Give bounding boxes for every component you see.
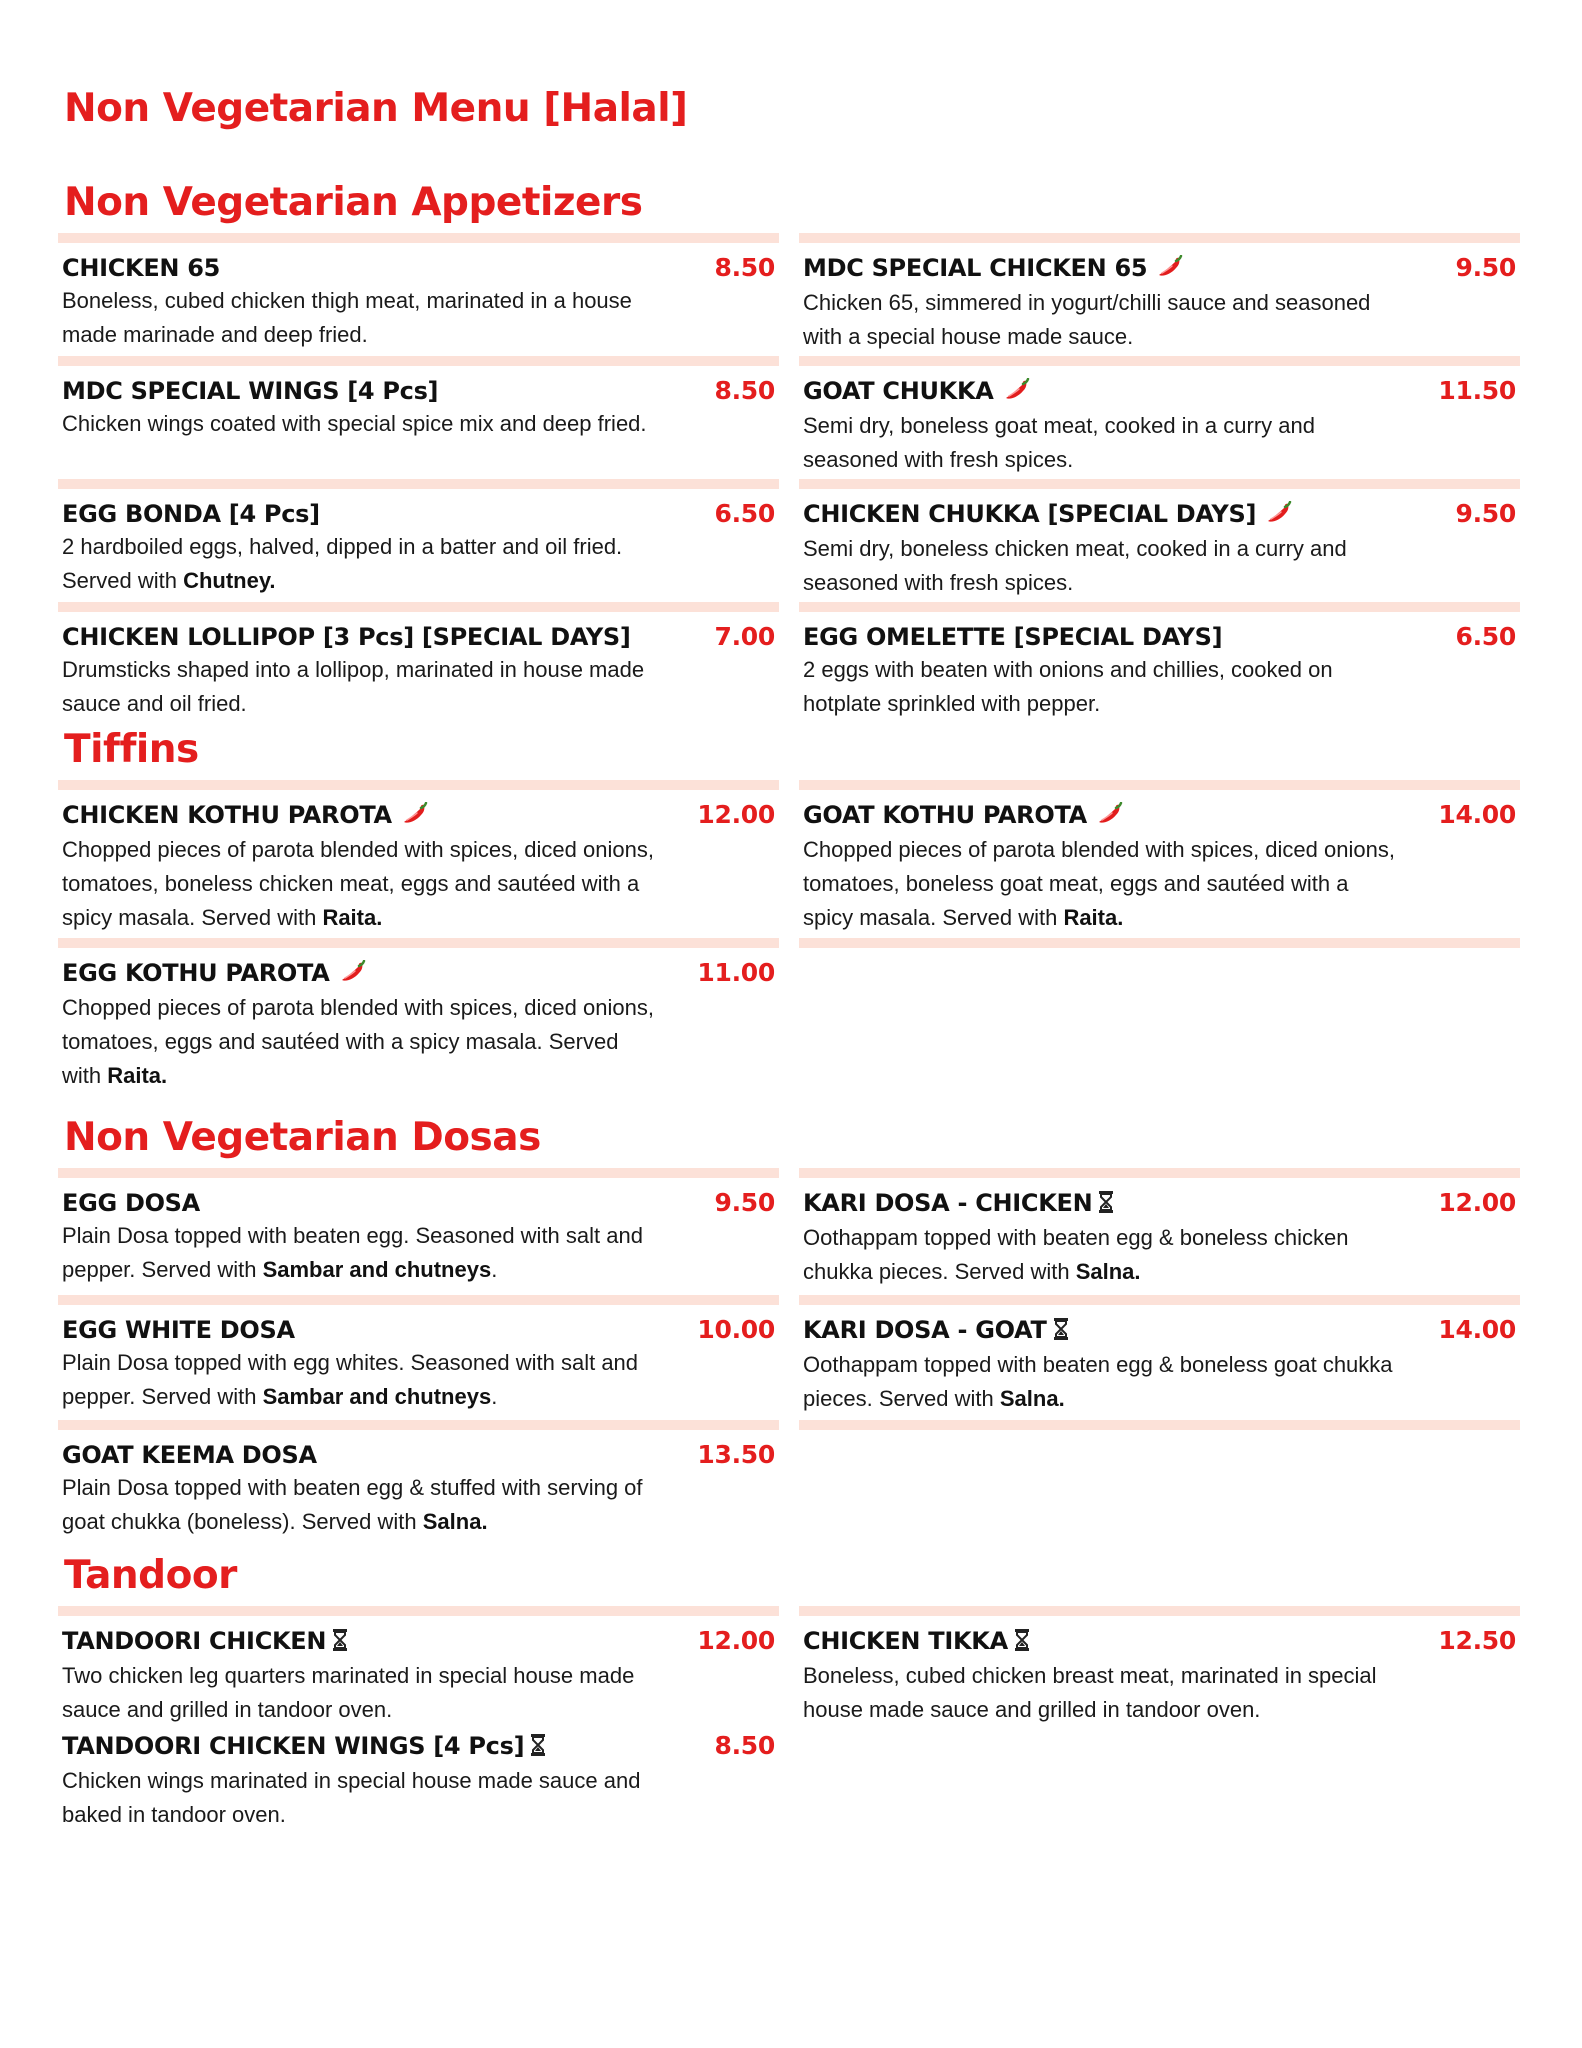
description-text: Chicken wings marinated in special house made sauce and baked in tandoor oven. [62,1768,641,1827]
description-text: Chopped pieces of parota blended with spices, diced onions, tomatoes, boneless goat meat, eggs and sautéed with a spicy masala. Served with [803,837,1395,930]
menu-item-name: MDC SPECIAL WINGS [4 Pcs] [62,377,439,405]
menu-item-header [62,800,775,831]
menu-item-tandoori-chicken [58,1616,779,1721]
divider-bar [799,1168,1520,1178]
description-text: Chicken 65, simmered in yogurt/chilli sauce and seasoned with a special house made sauce. [803,290,1371,349]
menu-item-price: 12.00 [697,1626,775,1655]
menu-item-header [803,800,1516,831]
menu-item-egg-kothu-parota [58,948,779,1088]
menu-item-name: EGG BONDA [4 Pcs] [62,500,320,528]
menu-item-goat-chukka [799,366,1520,479]
description-text: . [491,1384,498,1409]
menu-item-header [62,1626,775,1657]
description-text: Boneless, cubed chicken breast meat, marinated in special house made sauce and grilled in tandoor oven. [803,1663,1377,1722]
menu-item-name: CHICKEN TIKKA [803,1627,1008,1655]
menu-item-name: CHICKEN 65 [62,254,221,282]
menu-item-description [803,532,1403,600]
description-text: Drumsticks shaped into a lollipop, marinated in house made sauce and oil fried. [62,657,645,716]
menu-item-mdc-special-wings-4-pcs [58,366,779,479]
menu-item-header [62,1731,775,1762]
menu-item-price: 9.50 [1455,253,1516,282]
appetizers-left-column [58,233,779,715]
hourglass-icon [1098,1190,1114,1219]
menu-item-tandoori-chicken-wings-4-pcs [58,1721,779,1831]
divider-bar [58,1295,779,1305]
menu-item-price: 9.50 [714,1188,775,1217]
divider-bar [58,1420,779,1430]
menu-item-description [62,653,662,721]
menu-item-description [62,1346,662,1414]
menu-item-name: EGG DOSA [62,1189,200,1217]
description-text: 2 eggs with beaten with onions and chillies, cooked on hotplate sprinkled with pepper. [803,657,1333,716]
menu-item-description [62,1219,662,1287]
menu-item-description [803,1348,1403,1416]
served-with-highlight: Sambar and chutneys [262,1384,492,1409]
menu-item-title [62,1189,200,1217]
menu-item-price: 14.00 [1438,800,1516,829]
menu-item-title [62,500,320,528]
served-with-highlight: Salna. [1075,1259,1141,1284]
menu-item-price: 6.50 [1455,622,1516,651]
dosas-right-column [799,1168,1520,1430]
section-title-dosas: Non Vegetarian Dosas [64,1115,541,1160]
chili-icon [1004,378,1030,407]
menu-item-price: 13.50 [697,1440,775,1469]
menu-item-title [803,1189,1114,1219]
menu-item-chicken-65 [58,243,779,356]
menu-item-chicken-kothu-parota [58,790,779,938]
divider-bar [799,1295,1520,1305]
menu-item-name: GOAT KEEMA DOSA [62,1441,317,1469]
description-text: 2 hardboiled eggs, halved, dipped in a batter and oil fried. Served with [62,534,623,593]
menu-item-header [803,253,1516,284]
menu-item-chicken-tikka [799,1616,1520,1721]
menu-item-header [62,1315,775,1344]
hourglass-icon [332,1628,348,1657]
menu-item-title [803,1316,1069,1346]
description-text: Chicken wings coated with special spice mix and deep fried. [62,411,647,436]
divider-bar [799,479,1520,489]
menu-item-price: 12.00 [1438,1188,1516,1217]
section-title-tandoor: Tandoor [64,1553,237,1598]
description-text: Semi dry, boneless goat meat, cooked in a curry and seasoned with fresh spices. [803,413,1315,472]
menu-item-title [62,1627,348,1657]
menu-item-egg-bonda-4-pcs [58,489,779,602]
chili-icon [402,802,428,831]
menu-item-description [803,1659,1403,1727]
menu-item-name: KARI DOSA - GOAT [803,1316,1047,1344]
menu-item-header [62,1440,775,1469]
menu-item-price: 14.00 [1438,1315,1516,1344]
divider-bar [799,356,1520,366]
served-with-highlight: Raita. [107,1063,168,1088]
menu-item-title [62,1316,295,1344]
menu-item-price: 8.50 [714,376,775,405]
menu-item-header [62,958,775,989]
tandoor-right-column [799,1606,1520,1721]
divider-bar [58,1168,779,1178]
menu-item-price: 12.50 [1438,1626,1516,1655]
menu-item-name: EGG WHITE DOSA [62,1316,295,1344]
menu-item-description [803,833,1403,935]
menu-item-header [62,253,775,282]
menu-item-kari-dosa-goat [799,1305,1520,1420]
menu-item-description [803,286,1403,354]
divider-bar [799,938,1520,948]
menu-item-goat-kothu-parota [799,790,1520,938]
menu-item-name: TANDOORI CHICKEN [62,1627,327,1655]
menu-item-chicken-chukka-special-days [799,489,1520,602]
menu-item-price: 7.00 [714,622,775,651]
menu-item-description [62,1659,662,1727]
menu-item-description [803,409,1403,477]
menu-item-description [62,284,662,352]
menu-item-name: GOAT KOTHU PAROTA [803,801,1087,829]
menu-item-name: GOAT CHUKKA [803,377,994,405]
menu-item-name: EGG KOTHU PAROTA [62,959,330,987]
menu-item-header [62,499,775,528]
menu-item-header [803,499,1516,530]
menu-item-description [62,991,662,1093]
menu-item-price: 8.50 [714,1731,775,1760]
menu-item-name: CHICKEN LOLLIPOP [3 Pcs] [SPECIAL DAYS] [62,623,631,651]
menu-item-title [803,500,1292,530]
divider-bar [799,233,1520,243]
menu-item-header [62,622,775,651]
dosas-left-column [58,1168,779,1543]
menu-item-title [803,254,1183,284]
page-title: Non Vegetarian Menu [Halal] [64,86,688,131]
description-text: Chopped pieces of parota blended with spices, diced onions, tomatoes, boneless chicken meat, eggs and sautéed with a spicy masala. Served with [62,837,654,930]
menu-item-price: 11.00 [697,958,775,987]
menu-item-title [803,1627,1030,1657]
menu-item-title [803,377,1030,407]
appetizers-right-column [799,233,1520,715]
chili-icon [1266,501,1292,530]
menu-item-price: 11.50 [1438,376,1516,405]
menu-item-name: EGG OMELETTE [SPECIAL DAYS] [803,623,1223,651]
menu-item-description [62,407,662,441]
menu-item-description [62,1471,662,1539]
description-text: Oothappam topped with beaten egg & boneless chicken chukka pieces. Served with [803,1225,1349,1284]
menu-item-header [62,376,775,405]
menu-item-kari-dosa-chicken [799,1178,1520,1295]
description-text: Two chicken leg quarters marinated in special house made sauce and grilled in tandoor oven. [62,1663,635,1722]
menu-item-title [62,1441,317,1469]
description-text: . [491,1257,498,1282]
served-with-highlight: Salna. [422,1509,488,1534]
menu-item-title [62,1732,546,1762]
menu-item-price: 8.50 [714,253,775,282]
tiffins-right-column [799,780,1520,948]
menu-item-header [803,1188,1516,1219]
menu-item-header [62,1188,775,1217]
section-title-appetizers: Non Vegetarian Appetizers [64,180,643,225]
divider-bar [58,479,779,489]
chili-icon [1157,255,1183,284]
menu-item-header [803,376,1516,407]
menu-item-egg-omelette-special-days [799,612,1520,715]
divider-bar [58,780,779,790]
chili-icon [1097,802,1123,831]
menu-item-name: TANDOORI CHICKEN WINGS [4 Pcs] [62,1732,525,1760]
divider-bar [58,356,779,366]
menu-item-description [62,1764,662,1832]
menu-item-price: 6.50 [714,499,775,528]
hourglass-icon [1053,1317,1069,1346]
divider-bar [799,780,1520,790]
menu-item-title [803,801,1123,831]
divider-bar [58,1606,779,1616]
menu-item-title [62,377,438,405]
menu-item-name: CHICKEN KOTHU PAROTA [62,801,392,829]
menu-item-title [803,623,1222,651]
menu-item-chicken-lollipop-3-pcs-special-days [58,612,779,715]
description-text: Oothappam topped with beaten egg & boneless goat chukka pieces. Served with [803,1352,1393,1411]
description-text: Plain Dosa topped with beaten egg & stuffed with serving of goat chukka (boneless). Served with [62,1475,643,1534]
divider-bar [58,602,779,612]
menu-item-header [803,622,1516,651]
menu-item-goat-keema-dosa [58,1430,779,1543]
menu-item-name: CHICKEN CHUKKA [SPECIAL DAYS] [803,500,1257,528]
served-with-highlight: Raita. [322,905,383,930]
description-text: Semi dry, boneless chicken meat, cooked in a curry and seasoned with fresh spices. [803,536,1347,595]
served-with-highlight: Raita. [1063,905,1124,930]
menu-item-header [803,1315,1516,1346]
chili-icon [340,960,366,989]
menu-item-header [803,1626,1516,1657]
divider-bar [799,1420,1520,1430]
menu-item-title [62,623,631,651]
tiffins-left-column [58,780,779,1088]
menu-item-egg-white-dosa [58,1305,779,1420]
menu-item-egg-dosa [58,1178,779,1295]
menu-item-price: 12.00 [697,800,775,829]
tandoor-left-column [58,1606,779,1831]
menu-item-name: MDC SPECIAL CHICKEN 65 [803,254,1148,282]
menu-item-description [62,530,662,598]
divider-bar [799,602,1520,612]
menu-item-description [803,1221,1403,1289]
served-with-highlight: Sambar and chutneys [262,1257,492,1282]
menu-item-title [62,959,366,989]
menu-item-price: 10.00 [697,1315,775,1344]
divider-bar [799,1606,1520,1616]
menu-item-mdc-special-chicken-65 [799,243,1520,356]
divider-bar [58,938,779,948]
menu-item-price: 9.50 [1455,499,1516,528]
divider-bar [58,233,779,243]
menu-item-title [62,801,428,831]
hourglass-icon [1014,1628,1030,1657]
section-title-tiffins: Tiffins [64,727,199,772]
description-text: Chopped pieces of parota blended with spices, diced onions, tomatoes, eggs and sautéed with a spicy masala. Served with [62,995,654,1088]
description-text: Boneless, cubed chicken thigh meat, marinated in a house made marinade and deep fried. [62,288,632,347]
served-with-highlight: Salna. [999,1386,1065,1411]
menu-item-title [62,254,220,282]
menu-item-name: KARI DOSA - CHICKEN [803,1189,1093,1217]
served-with-highlight: Chutney. [183,568,276,593]
menu-item-description [62,833,662,935]
hourglass-icon [530,1733,546,1762]
description-text: Plain Dosa topped with beaten egg. Seasoned with salt and pepper. Served with [62,1223,643,1282]
description-text: Plain Dosa topped with egg whites. Seasoned with salt and pepper. Served with [62,1350,639,1409]
menu-item-description [803,653,1403,721]
